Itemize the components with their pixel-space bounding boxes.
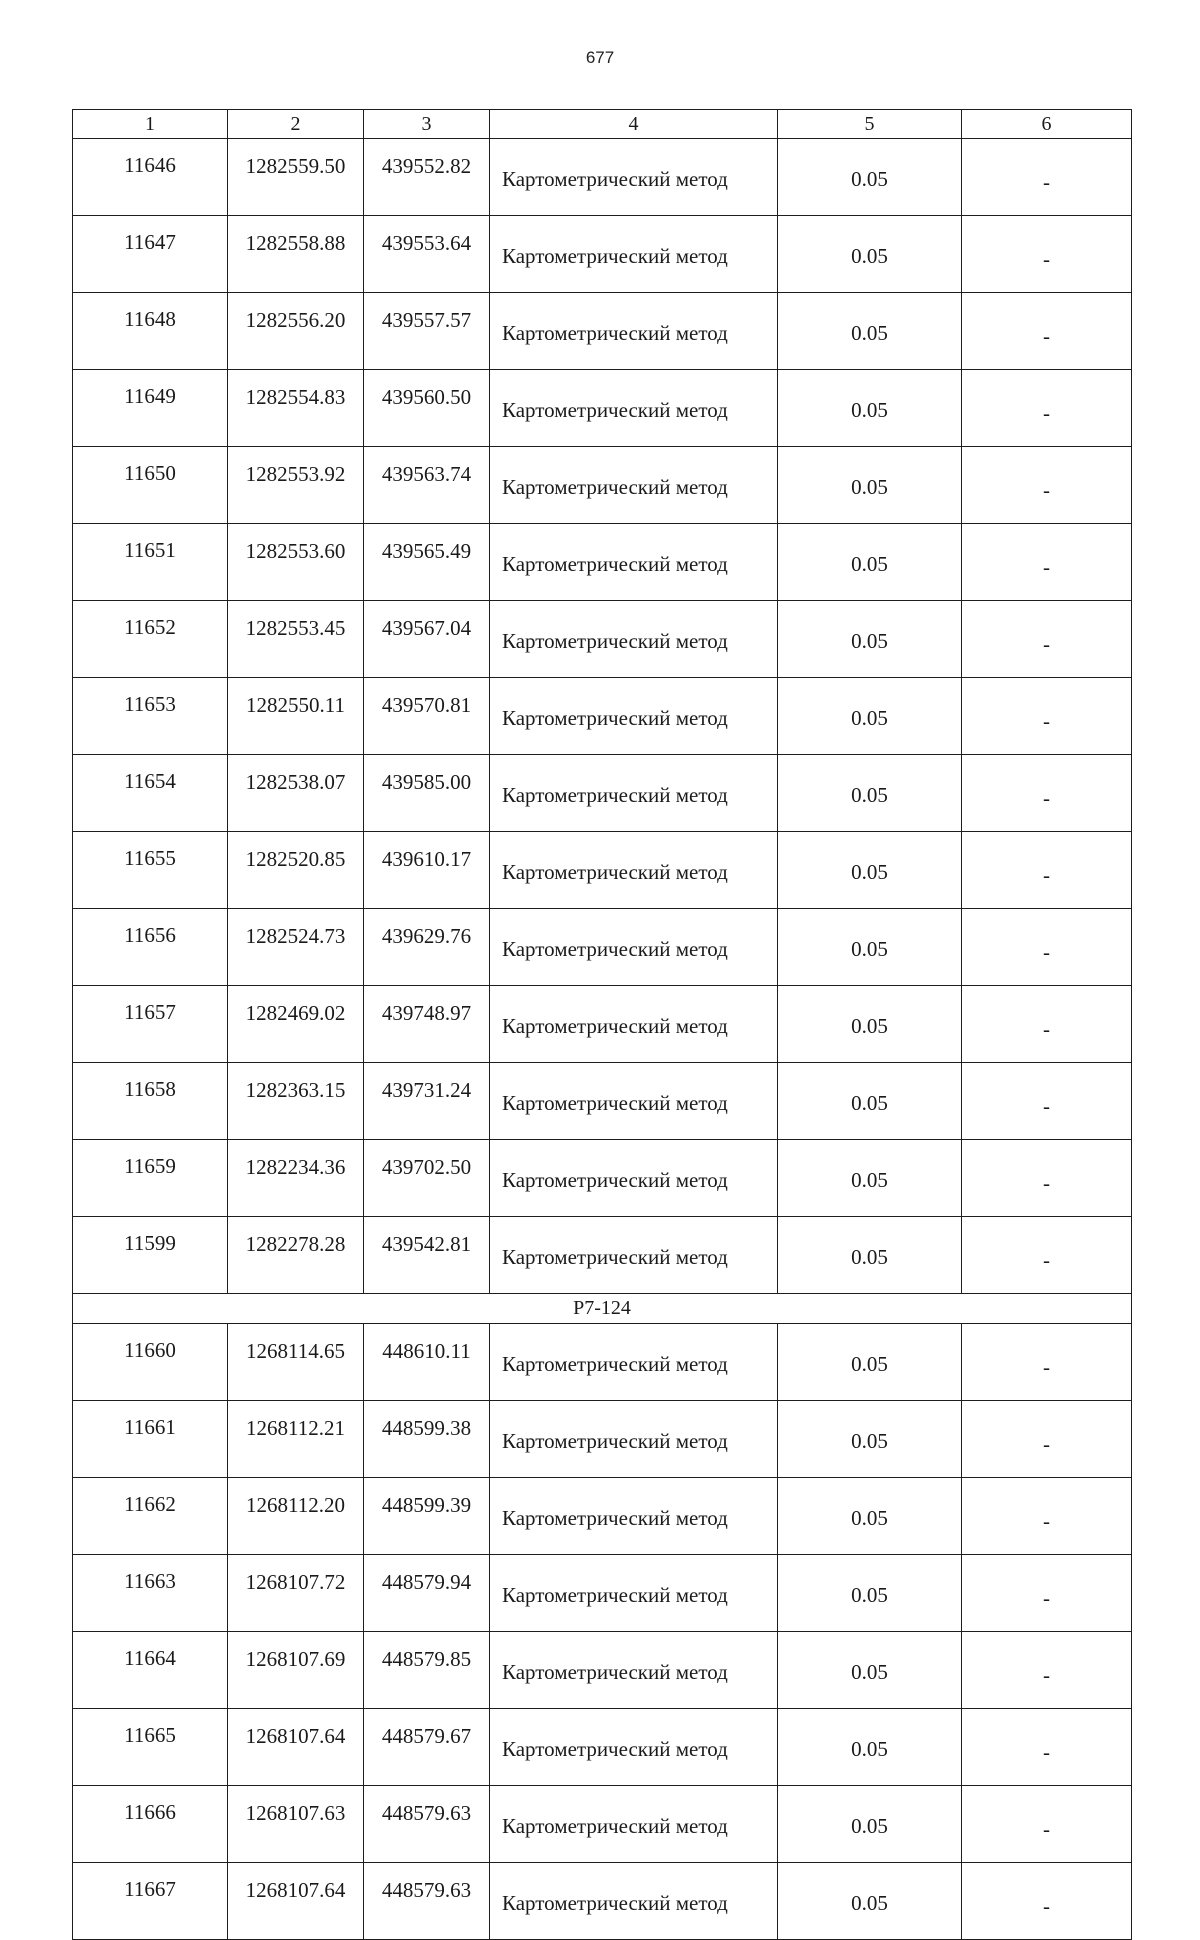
note-cell: - bbox=[962, 1401, 1132, 1478]
table-row bbox=[73, 601, 1132, 678]
point-number-cell: 11654 bbox=[73, 755, 228, 832]
note-cell: - bbox=[962, 293, 1132, 370]
table-row bbox=[73, 832, 1132, 909]
coordinate-y-cell: 439731.24 bbox=[364, 1063, 490, 1140]
point-number-cell: 11656 bbox=[73, 909, 228, 986]
coordinate-x-cell: 1282538.07 bbox=[228, 755, 364, 832]
section-label: Р7-124 bbox=[73, 1294, 1132, 1324]
table-row bbox=[73, 1324, 1132, 1401]
accuracy-cell: 0.05 bbox=[778, 909, 962, 986]
point-number-cell: 11599 bbox=[73, 1217, 228, 1294]
table-row bbox=[73, 1555, 1132, 1632]
page-number: 677 bbox=[585, 48, 615, 67]
coordinate-y-cell: 439748.97 bbox=[364, 986, 490, 1063]
accuracy-cell: 0.05 bbox=[778, 1555, 962, 1632]
coordinate-x-cell: 1268107.72 bbox=[228, 1555, 364, 1632]
accuracy-cell: 0.05 bbox=[778, 1063, 962, 1140]
table-row bbox=[73, 1709, 1132, 1786]
table-row bbox=[73, 1401, 1132, 1478]
point-number-cell: 11646 bbox=[73, 139, 228, 216]
method-cell: Картометрический метод bbox=[490, 1140, 778, 1217]
coordinate-x-cell: 1268112.21 bbox=[228, 1401, 364, 1478]
method-cell: Картометрический метод bbox=[490, 1401, 778, 1478]
point-number-cell: 11659 bbox=[73, 1140, 228, 1217]
method-cell: Картометрический метод bbox=[490, 1217, 778, 1294]
coordinate-x-cell: 1282520.85 bbox=[228, 832, 364, 909]
coordinate-y-cell: 448579.63 bbox=[364, 1863, 490, 1940]
point-number-cell: 11663 bbox=[73, 1555, 228, 1632]
coordinate-x-cell: 1282559.50 bbox=[228, 139, 364, 216]
method-cell: Картометрический метод bbox=[490, 832, 778, 909]
coordinate-y-cell: 439565.49 bbox=[364, 524, 490, 601]
point-number-cell: 11661 bbox=[73, 1401, 228, 1478]
coordinate-y-cell: 439610.17 bbox=[364, 832, 490, 909]
coordinate-x-cell: 1282363.15 bbox=[228, 1063, 364, 1140]
table-row bbox=[73, 678, 1132, 755]
method-cell: Картометрический метод bbox=[490, 1063, 778, 1140]
coordinate-y-cell: 439560.50 bbox=[364, 370, 490, 447]
point-number-cell: 11651 bbox=[73, 524, 228, 601]
table-body bbox=[73, 139, 1132, 1940]
accuracy-cell: 0.05 bbox=[778, 601, 962, 678]
method-cell: Картометрический метод bbox=[490, 139, 778, 216]
method-cell: Картометрический метод bbox=[490, 1632, 778, 1709]
note-cell: - bbox=[962, 755, 1132, 832]
table-row bbox=[73, 1063, 1132, 1140]
point-number-cell: 11649 bbox=[73, 370, 228, 447]
note-cell: - bbox=[962, 1786, 1132, 1863]
table-row bbox=[73, 1478, 1132, 1555]
coordinate-x-cell: 1282469.02 bbox=[228, 986, 364, 1063]
accuracy-cell: 0.05 bbox=[778, 678, 962, 755]
coordinate-y-cell: 448579.67 bbox=[364, 1709, 490, 1786]
coordinate-y-cell: 448579.63 bbox=[364, 1786, 490, 1863]
coordinate-y-cell: 448579.85 bbox=[364, 1632, 490, 1709]
column-header-1: 1 bbox=[73, 110, 228, 139]
coordinate-x-cell: 1268114.65 bbox=[228, 1324, 364, 1401]
method-cell: Картометрический метод bbox=[490, 216, 778, 293]
note-cell: - bbox=[962, 370, 1132, 447]
accuracy-cell: 0.05 bbox=[778, 1786, 962, 1863]
coordinate-x-cell: 1268107.64 bbox=[228, 1863, 364, 1940]
method-cell: Картометрический метод bbox=[490, 1555, 778, 1632]
table-row bbox=[73, 447, 1132, 524]
coordinate-x-cell: 1268107.69 bbox=[228, 1632, 364, 1709]
note-cell: - bbox=[962, 909, 1132, 986]
table-row bbox=[73, 524, 1132, 601]
accuracy-cell: 0.05 bbox=[778, 139, 962, 216]
note-cell: - bbox=[962, 1632, 1132, 1709]
coordinate-y-cell: 439585.00 bbox=[364, 755, 490, 832]
table-row bbox=[73, 909, 1132, 986]
accuracy-cell: 0.05 bbox=[778, 447, 962, 524]
table-row bbox=[73, 1217, 1132, 1294]
accuracy-cell: 0.05 bbox=[778, 370, 962, 447]
accuracy-cell: 0.05 bbox=[778, 524, 962, 601]
table-row bbox=[73, 1140, 1132, 1217]
point-number-cell: 11658 bbox=[73, 1063, 228, 1140]
method-cell: Картометрический метод bbox=[490, 909, 778, 986]
column-header-5: 5 bbox=[778, 110, 962, 139]
method-cell: Картометрический метод bbox=[490, 447, 778, 524]
table-row bbox=[73, 1632, 1132, 1709]
accuracy-cell: 0.05 bbox=[778, 1217, 962, 1294]
table-row bbox=[73, 139, 1132, 216]
column-header-2: 2 bbox=[228, 110, 364, 139]
accuracy-cell: 0.05 bbox=[778, 1324, 962, 1401]
note-cell: - bbox=[962, 986, 1132, 1063]
note-cell: - bbox=[962, 1478, 1132, 1555]
point-number-cell: 11665 bbox=[73, 1709, 228, 1786]
table-row bbox=[73, 1786, 1132, 1863]
method-cell: Картометрический метод bbox=[490, 524, 778, 601]
accuracy-cell: 0.05 bbox=[778, 986, 962, 1063]
coordinate-x-cell: 1282554.83 bbox=[228, 370, 364, 447]
point-number-cell: 11667 bbox=[73, 1863, 228, 1940]
method-cell: Картометрический метод bbox=[490, 755, 778, 832]
point-number-cell: 11647 bbox=[73, 216, 228, 293]
coordinate-y-cell: 448599.38 bbox=[364, 1401, 490, 1478]
accuracy-cell: 0.05 bbox=[778, 1401, 962, 1478]
point-number-cell: 11657 bbox=[73, 986, 228, 1063]
accuracy-cell: 0.05 bbox=[778, 293, 962, 370]
accuracy-cell: 0.05 bbox=[778, 1863, 962, 1940]
table-row bbox=[73, 1863, 1132, 1940]
point-number-cell: 11648 bbox=[73, 293, 228, 370]
method-cell: Картометрический метод bbox=[490, 293, 778, 370]
coordinate-x-cell: 1282524.73 bbox=[228, 909, 364, 986]
method-cell: Картометрический метод bbox=[490, 1324, 778, 1401]
point-number-cell: 11662 bbox=[73, 1478, 228, 1555]
note-cell: - bbox=[962, 1555, 1132, 1632]
coordinate-y-cell: 439557.57 bbox=[364, 293, 490, 370]
method-cell: Картометрический метод bbox=[490, 986, 778, 1063]
note-cell: - bbox=[962, 1863, 1132, 1940]
coordinate-x-cell: 1268107.63 bbox=[228, 1786, 364, 1863]
accuracy-cell: 0.05 bbox=[778, 216, 962, 293]
accuracy-cell: 0.05 bbox=[778, 1632, 962, 1709]
coordinate-x-cell: 1268112.20 bbox=[228, 1478, 364, 1555]
table-row bbox=[73, 755, 1132, 832]
accuracy-cell: 0.05 bbox=[778, 1140, 962, 1217]
coordinate-x-cell: 1282278.28 bbox=[228, 1217, 364, 1294]
note-cell: - bbox=[962, 1709, 1132, 1786]
table-row bbox=[73, 216, 1132, 293]
coordinate-x-cell: 1282558.88 bbox=[228, 216, 364, 293]
coordinate-x-cell: 1282556.20 bbox=[228, 293, 364, 370]
coordinate-x-cell: 1282234.36 bbox=[228, 1140, 364, 1217]
coordinates-table bbox=[72, 109, 1132, 1940]
note-cell: - bbox=[962, 1063, 1132, 1140]
point-number-cell: 11664 bbox=[73, 1632, 228, 1709]
note-cell: - bbox=[962, 216, 1132, 293]
coordinate-x-cell: 1268107.64 bbox=[228, 1709, 364, 1786]
method-cell: Картометрический метод bbox=[490, 370, 778, 447]
note-cell: - bbox=[962, 832, 1132, 909]
coordinate-y-cell: 439702.50 bbox=[364, 1140, 490, 1217]
method-cell: Картометрический метод bbox=[490, 678, 778, 755]
coordinate-y-cell: 439563.74 bbox=[364, 447, 490, 524]
method-cell: Картометрический метод bbox=[490, 1863, 778, 1940]
header-row bbox=[73, 110, 1132, 139]
method-cell: Картометрический метод bbox=[490, 601, 778, 678]
coordinate-y-cell: 439552.82 bbox=[364, 139, 490, 216]
coordinate-y-cell: 448610.11 bbox=[364, 1324, 490, 1401]
coordinate-y-cell: 439567.04 bbox=[364, 601, 490, 678]
note-cell: - bbox=[962, 678, 1132, 755]
note-cell: - bbox=[962, 139, 1132, 216]
point-number-cell: 11652 bbox=[73, 601, 228, 678]
coordinate-y-cell: 439570.81 bbox=[364, 678, 490, 755]
note-cell: - bbox=[962, 601, 1132, 678]
accuracy-cell: 0.05 bbox=[778, 1478, 962, 1555]
section-row bbox=[73, 1294, 1132, 1324]
note-cell: - bbox=[962, 1140, 1132, 1217]
coordinate-y-cell: 439542.81 bbox=[364, 1217, 490, 1294]
coordinate-y-cell: 439553.64 bbox=[364, 216, 490, 293]
table-row bbox=[73, 293, 1132, 370]
table-row bbox=[73, 986, 1132, 1063]
method-cell: Картометрический метод bbox=[490, 1709, 778, 1786]
point-number-cell: 11660 bbox=[73, 1324, 228, 1401]
column-header-3: 3 bbox=[364, 110, 490, 139]
point-number-cell: 11655 bbox=[73, 832, 228, 909]
point-number-cell: 11653 bbox=[73, 678, 228, 755]
column-header-6: 6 bbox=[962, 110, 1132, 139]
coordinate-x-cell: 1282553.45 bbox=[228, 601, 364, 678]
note-cell: - bbox=[962, 1324, 1132, 1401]
coordinate-x-cell: 1282553.60 bbox=[228, 524, 364, 601]
coordinate-y-cell: 448599.39 bbox=[364, 1478, 490, 1555]
accuracy-cell: 0.05 bbox=[778, 1709, 962, 1786]
accuracy-cell: 0.05 bbox=[778, 755, 962, 832]
method-cell: Картометрический метод bbox=[490, 1786, 778, 1863]
point-number-cell: 11666 bbox=[73, 1786, 228, 1863]
column-header-4: 4 bbox=[490, 110, 778, 139]
coordinate-y-cell: 439629.76 bbox=[364, 909, 490, 986]
method-cell: Картометрический метод bbox=[490, 1478, 778, 1555]
table-row bbox=[73, 370, 1132, 447]
note-cell: - bbox=[962, 1217, 1132, 1294]
note-cell: - bbox=[962, 524, 1132, 601]
point-number-cell: 11650 bbox=[73, 447, 228, 524]
accuracy-cell: 0.05 bbox=[778, 832, 962, 909]
note-cell: - bbox=[962, 447, 1132, 524]
coordinate-y-cell: 448579.94 bbox=[364, 1555, 490, 1632]
coordinate-x-cell: 1282553.92 bbox=[228, 447, 364, 524]
coordinate-x-cell: 1282550.11 bbox=[228, 678, 364, 755]
